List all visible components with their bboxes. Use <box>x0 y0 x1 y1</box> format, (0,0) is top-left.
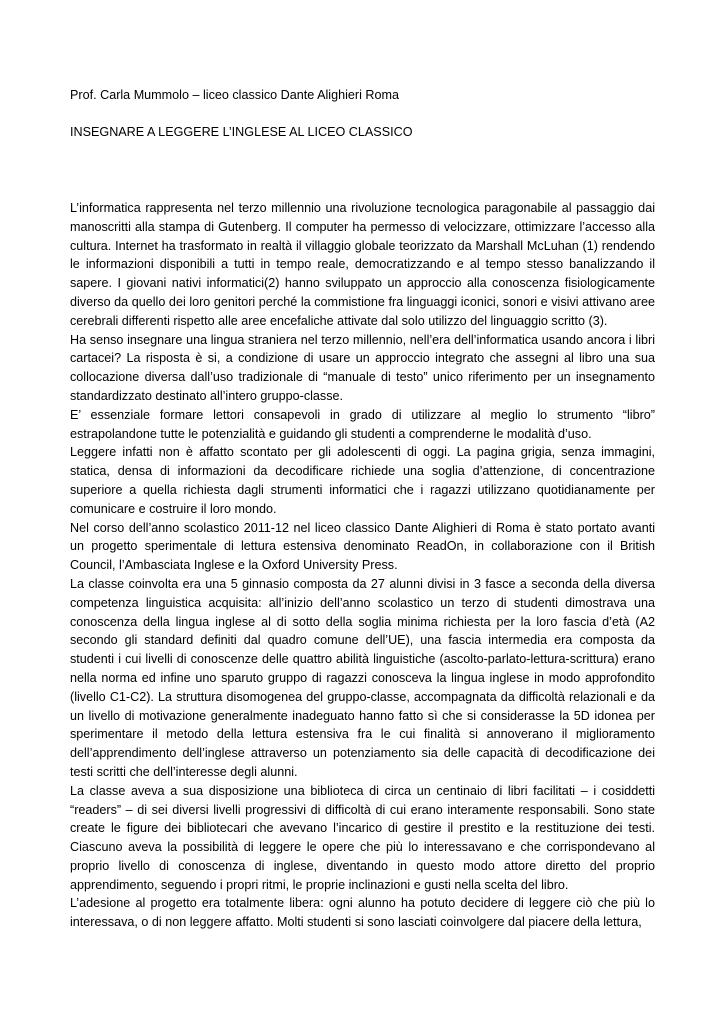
document-title: INSEGNARE A LEGGERE L’INGLESE AL LICEO CLASSICO <box>70 125 413 139</box>
paragraph: L’adesione al progetto era totalmente libera: ogni alunno ha potuto decidere di leggere ciò che più lo interessava, o di non leggere affatto. Molti studenti si sono lasciati coinvolgere dal piacere della lettura, <box>70 896 655 930</box>
paragraph: Leggere infatti non è affatto scontato per gli adolescenti di oggi. La pagina grigia, senza immagini, statica, densa di informazioni da decodificare richiede una soglia d’attenzione, di concentrazione superiore a quella richiesta dagli strumenti informatici che i ragazzi utilizzano quotidianamente per comunicare e costruire il loro mondo. <box>70 445 655 516</box>
paragraph: Nel corso dell’anno scolastico 2011-12 nel liceo classico Dante Alighieri di Roma è stato portato avanti un progetto sperimentale di lettura estensiva denominato ReadOn, in collaborazione con il British Council, l’Ambasciata Inglese e la Oxford University Press. <box>70 520 655 573</box>
paragraph: L’informatica rappresenta nel terzo millennio una rivoluzione tecnologica paragonabile al passaggio dai manoscritti alla stampa di Gutenberg. Il computer ha permesso di velocizzare, ottimizzare l’accesso alla cultura. Internet ha trasformato in realtà il villaggio globale teorizzato da Marshall McLuhan (1) rendendo le informazioni disponibili a tutti in tempo reale, democratizzando e al tempo stesso banalizzando il sapere. I giovani nativi informatici(2) hanno sviluppato un approccio alla conoscenza fisiologicamente diverso da quello dei loro genitori perché la commistione fra linguaggi iconici, sonori e visivi attivano aree cerebrali differenti rispetto alle aree encefaliche attivate dal solo utilizzo del linguaggio scritto (3). <box>70 201 655 328</box>
paragraph: La classe aveva a sua disposizione una biblioteca di circa un centinaio di libri facilitati – i cosiddetti “readers” – di sei diversi livelli progressivi di difficoltà di cui erano interamente responsabili. Sono state create le figure dei bibliotecari che avevano l’incarico di gestire il prestito e la restituzione dei testi. Ciascuno aveva la possibilità di leggere le opere che più lo interessavano e che corrispondevano al proprio livello di conoscenza di inglese, diventando in questo modo attore diretto del proprio apprendimento, seguendo i propri ritmi, le proprie inclinazioni e gusti nella scelta del libro. <box>70 783 655 892</box>
body-text <box>70 199 655 932</box>
paragraph: E’ essenziale formare lettori consapevoli in grado di utilizzare al meglio lo strumento “libro” estrapolandone tutte le potenzialità e guidando gli studenti a comprenderne le modalità d’uso. <box>70 407 655 441</box>
author-line: Prof. Carla Mummolo – liceo classico Dante Alighieri Roma <box>70 88 399 102</box>
paragraph: La classe coinvolta era una 5 ginnasio composta da 27 alunni divisi in 3 fasce a seconda della diversa competenza linguistica acquisita: all’inizio dell’anno scolastico un terzo di studenti dimostrava una conoscenza della lingua inglese al di sotto della soglia minima richiesta per la loro fascia d’età (A2 secondo gli standard definiti dal quadro comune dell’UE), una fascia intermedia era composta da studenti i cui livelli di conoscenze delle quattro abilità linguistiche (ascolto-parlato-lettura-scrittura) erano nella norma ed infine uno sparuto gruppo di ragazzi conosceva la lingua inglese in modo approfondito (livello C1-C2). La struttura disomogenea del gruppo-classe, accompagnata da difficoltà relazionali e da un livello di motivazione generalmente inadeguato hanno fatto sì che si considerasse la 5D idonea per sperimentare il metodo della lettura estensiva fra le cui finalità si annoverano il miglioramento dell’apprendimento dell’inglese attraverso un potenziamento sia delle capacità di decodificazione dei testi scritti che dell’interesse degli alunni. <box>70 576 655 779</box>
paragraph: Ha senso insegnare una lingua straniera nel terzo millennio, nell’era dell’informatica usando ancora i libri cartacei? La risposta è si, a condizione di usare un approccio integrato che assegni al libro una sua collocazione diversa dall’uso tradizionale di “manuale di testo” unico riferimento per un insegnamento standardizzato destinato all’intero gruppo-classe. <box>70 332 655 403</box>
